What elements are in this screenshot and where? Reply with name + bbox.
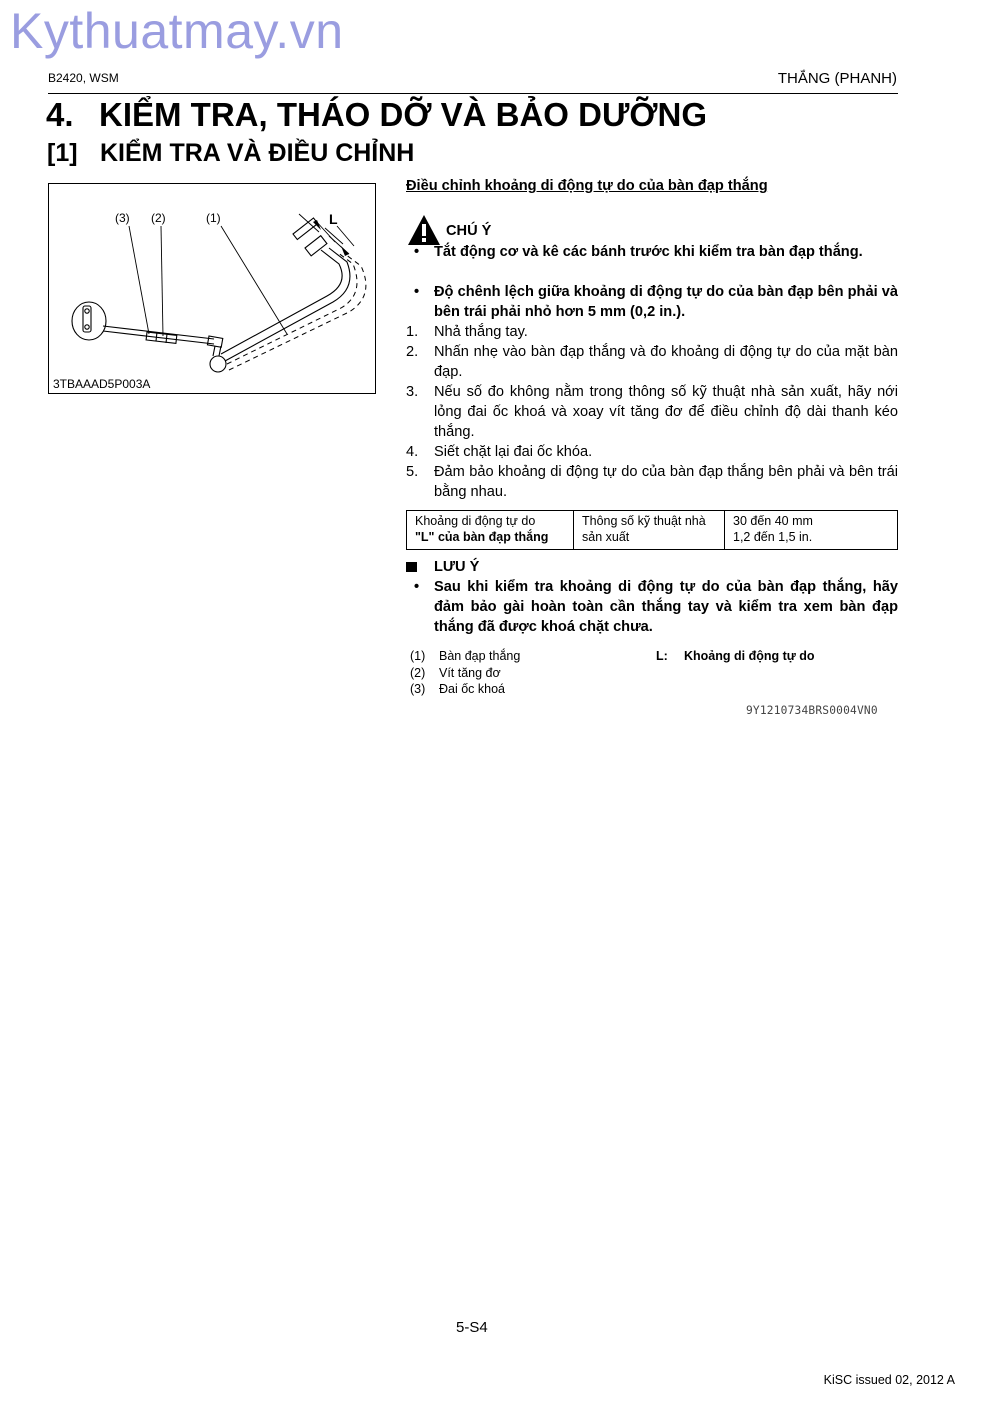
legend-item (410, 665, 650, 682)
step-1 (406, 322, 898, 342)
step-text: Nhấn nhẹ vào bàn đạp thắng và đo khoảng di động tự do của mặt bàn đạp. (434, 344, 898, 380)
header-rule (48, 93, 898, 94)
figure-label-3: (3) (115, 211, 130, 225)
brake-pedal-figure (48, 183, 376, 394)
legend-item (410, 681, 650, 698)
figure-label-2: (2) (151, 211, 166, 225)
caution-bullet-2 (406, 282, 898, 322)
legend-text: Bàn đạp thắng (439, 649, 521, 663)
spec-item-line-1: Khoảng di động tự do (415, 514, 536, 528)
header-chapter: THẮNG (PHANH) (777, 70, 897, 87)
step-text: Đảm bảo khoảng di động tự do của bàn đạp thắng bên phải và bên trái bằng nhau. (434, 464, 898, 500)
figure-label-1: (1) (206, 211, 221, 225)
spec-value-line-2: 1,2 đến 1,5 in. (733, 530, 813, 544)
legend-L (656, 648, 898, 666)
step-text: Nhả thắng tay. (434, 324, 528, 340)
header-model: B2420, WSM (48, 71, 119, 85)
legend-text: Đai ốc khoá (439, 682, 506, 696)
caution-bullet-text: Tắt động cơ và kê các bánh trước khi kiểm tra bàn đạp thắng. (434, 244, 863, 260)
legend-list (410, 648, 650, 700)
watermark: Kythuatmay.vn (10, 3, 344, 59)
heading-1 (46, 96, 707, 134)
step-text: Nếu số đo không nằm trong thông số kỹ thuật nhà sản xuất, hãy nới lỏng đai ốc khoá và xoay vít tăng đơ để điều chỉnh độ dài thanh kéo thắng. (434, 384, 898, 440)
step-number: 1. (406, 324, 419, 340)
step-5 (406, 462, 898, 502)
spec-item-cell (407, 511, 574, 550)
step-number: 2. (406, 344, 419, 360)
step-3 (406, 382, 898, 442)
brake-pedal-illustration (49, 184, 377, 395)
table-row (407, 511, 898, 550)
step-4 (406, 442, 898, 462)
bullet-dot: • (414, 284, 420, 300)
issued-note: KiSC issued 02, 2012 A (823, 1373, 955, 1387)
heading-2-number: [1] (47, 139, 78, 167)
figure-code: 3TBAAAD5P003A (53, 377, 151, 391)
caution-label: CHÚ Ý (446, 223, 492, 239)
step-number: 4. (406, 444, 419, 460)
heading-1-text: KIỂM TRA, THÁO DỠ VÀ BẢO DƯỠNG (99, 96, 708, 133)
note-square-icon (406, 562, 417, 572)
spec-value-cell (725, 511, 898, 550)
heading-2-text: KIỂM TRA VÀ ĐIỀU CHỈNH (100, 139, 415, 167)
spec-standard-cell (574, 511, 725, 550)
note-heading (406, 559, 606, 579)
heading-2 (47, 139, 414, 168)
section-title: Điều chỉnh khoảng di động tự do của bàn đạp thắng (406, 178, 768, 194)
step-2 (406, 342, 898, 382)
spec-standard-line-2: sản xuất (582, 530, 630, 544)
note-bullet-text: Sau khi kiểm tra khoảng di động tự do của bàn đạp thắng, hãy đảm bảo gài hoàn toàn cần thắng tay và kiểm tra xem bàn đạp thắng đã được khoá chặt chưa. (434, 579, 898, 635)
legend-item (410, 648, 650, 665)
caution-bullet-1 (406, 242, 898, 262)
step-number: 5. (406, 464, 419, 480)
figure-label-L: L (329, 211, 338, 227)
step-text: Siết chặt lại đai ốc khóa. (434, 444, 593, 460)
heading-1-number: 4. (46, 96, 74, 133)
caution-bullet-text: Độ chênh lệch giữa khoảng di động tự do của bàn đạp bên phải và bên trái phải nhỏ hơn 5 mm (0,2 in.). (434, 284, 898, 320)
bullet-dot: • (414, 244, 420, 260)
reference-code: 9Y1210734BRS0004VN0 (746, 704, 878, 717)
legend-number: (3) (410, 682, 426, 696)
legend-number: (2) (410, 665, 426, 680)
legend-text: Vít tăng đơ (439, 665, 501, 680)
page-number: 5-S4 (456, 1319, 488, 1336)
spec-standard-line-1: Thông số kỹ thuật nhà (582, 514, 706, 528)
caution-heading (406, 218, 898, 242)
spec-value-line-1: 30 đến 40 mm (733, 514, 813, 528)
legend-L-text: Khoảng di động tự do (684, 649, 815, 663)
step-number: 3. (406, 384, 419, 400)
legend-L-key: L: (656, 649, 668, 663)
bullet-dot: • (414, 579, 420, 595)
note-label: LƯU Ý (434, 559, 480, 575)
spec-item-line-2: "L" của bàn đạp thắng (415, 530, 549, 544)
note-bullet (406, 577, 898, 637)
spec-table (406, 510, 898, 550)
legend-number: (1) (410, 649, 426, 663)
